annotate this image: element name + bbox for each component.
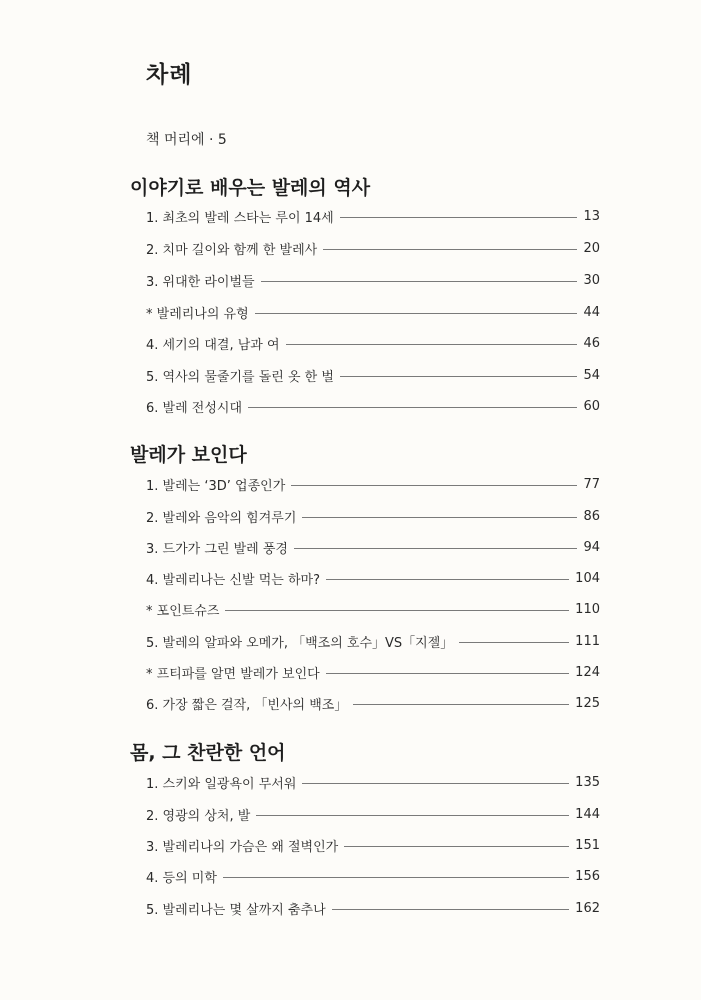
leader-line xyxy=(340,376,578,377)
entry-label: 2. 발레와 음악의 힘겨루기 xyxy=(146,510,297,526)
toc-entry xyxy=(146,302,600,322)
preface-entry: 책 머리에 · 5 xyxy=(146,132,227,148)
entry-page: 110 xyxy=(575,601,600,617)
entry-label: 5. 발레리나는 몇 살까지 춤추나 xyxy=(146,902,326,918)
leader-line xyxy=(255,313,578,314)
entry-label: 3. 위대한 라이벌들 xyxy=(146,274,255,290)
entry-page: 124 xyxy=(575,664,600,680)
leader-line xyxy=(340,217,578,218)
entry-label: 1. 최초의 발레 스타는 루이 14세 xyxy=(146,210,334,226)
toc-entry xyxy=(146,270,600,290)
toc-entry xyxy=(146,568,600,588)
entry-page: 144 xyxy=(575,806,600,822)
toc-entry xyxy=(146,662,600,682)
leader-line xyxy=(344,846,569,847)
entry-label: * 포인트슈즈 xyxy=(146,603,220,619)
toc-entry xyxy=(146,631,600,651)
entry-label: * 프티파를 알면 발레가 보인다 xyxy=(146,666,320,682)
toc-entry xyxy=(146,333,600,353)
entry-page: 86 xyxy=(583,508,600,524)
entry-page: 111 xyxy=(575,633,600,649)
entry-page: 135 xyxy=(575,774,600,790)
toc-entry xyxy=(146,206,600,226)
toc-entry xyxy=(146,365,600,385)
entry-label: 2. 영광의 상처, 발 xyxy=(146,808,251,824)
leader-line xyxy=(302,783,569,784)
toc-entry xyxy=(146,835,600,855)
entry-page: 156 xyxy=(575,868,600,884)
leader-line xyxy=(291,485,577,486)
leader-line xyxy=(332,909,570,910)
entry-label: 4. 세기의 대결, 남과 여 xyxy=(146,337,280,353)
toc-entry xyxy=(146,537,600,557)
toc-entry xyxy=(146,506,600,526)
entry-page: 125 xyxy=(575,695,600,711)
entry-label: 1. 발레는 ‘3D’ 업종인가 xyxy=(146,478,286,494)
toc-entry xyxy=(146,804,600,824)
entry-label: 5. 역사의 물줄기를 돌린 옷 한 벌 xyxy=(146,369,334,385)
entry-page: 44 xyxy=(583,304,600,320)
toc-entry xyxy=(146,599,600,619)
entry-page: 104 xyxy=(575,570,600,586)
entry-label: * 발레리나의 유형 xyxy=(146,306,249,322)
leader-line xyxy=(286,344,578,345)
entry-page: 54 xyxy=(583,367,600,383)
toc-entry xyxy=(146,396,600,416)
entry-label: 4. 발레리나는 신발 먹는 하마? xyxy=(146,572,320,588)
leader-line xyxy=(326,579,569,580)
entry-page: 162 xyxy=(575,900,600,916)
section-title: 발레가 보인다 xyxy=(130,444,247,466)
leader-line xyxy=(353,704,569,705)
toc-entry xyxy=(146,898,600,918)
leader-line xyxy=(223,877,569,878)
leader-line xyxy=(248,407,577,408)
entry-label: 3. 드가가 그린 발레 풍경 xyxy=(146,541,288,557)
entry-label: 1. 스키와 일광욕이 무서워 xyxy=(146,776,297,792)
entry-page: 13 xyxy=(583,208,600,224)
section-title: 몸, 그 찬란한 언어 xyxy=(130,742,286,764)
leader-line xyxy=(459,642,569,643)
entry-page: 20 xyxy=(583,240,600,256)
leader-line xyxy=(256,815,569,816)
toc-entry xyxy=(146,238,600,258)
leader-line xyxy=(326,673,569,674)
entry-page: 94 xyxy=(583,539,600,555)
leader-line xyxy=(261,281,578,282)
toc-entry xyxy=(146,474,600,494)
entry-label: 4. 등의 미학 xyxy=(146,870,217,886)
leader-line xyxy=(294,548,577,549)
entry-label: 6. 가장 짧은 걸작, 「빈사의 백조」 xyxy=(146,697,348,713)
entry-page: 151 xyxy=(575,837,600,853)
page-title: 차례 xyxy=(146,62,193,88)
entry-page: 30 xyxy=(583,272,600,288)
leader-line xyxy=(302,517,577,518)
toc-entry xyxy=(146,866,600,886)
entry-label: 6. 발레 전성시대 xyxy=(146,400,243,416)
section-title: 이야기로 배우는 발레의 역사 xyxy=(130,177,371,199)
entry-label: 5. 발레의 알파와 오메가, 「백조의 호수」VS「지젤」 xyxy=(146,635,454,651)
leader-line xyxy=(323,249,577,250)
entry-label: 3. 발레리나의 가슴은 왜 절벽인가 xyxy=(146,839,339,855)
toc-entry xyxy=(146,693,600,713)
entry-page: 46 xyxy=(583,335,600,351)
entry-page: 60 xyxy=(583,398,600,414)
entry-label: 2. 치마 길이와 함께 한 발레사 xyxy=(146,242,318,258)
leader-line xyxy=(225,610,569,611)
toc-entry xyxy=(146,772,600,792)
entry-page: 77 xyxy=(583,476,600,492)
